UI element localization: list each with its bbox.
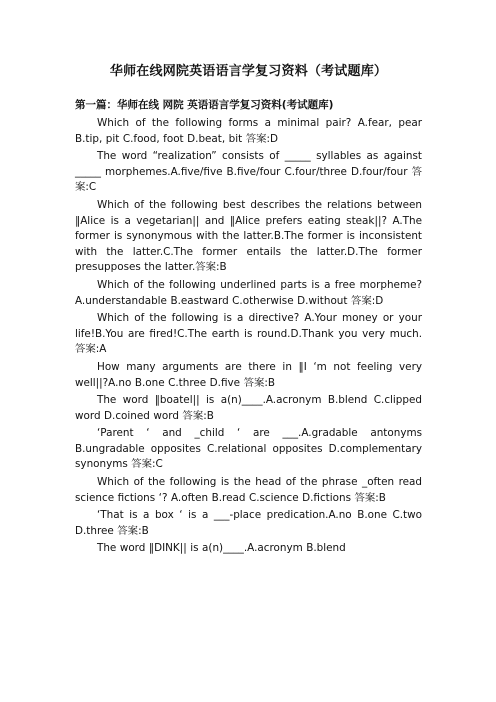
question-paragraph: The word ‖boatel|| is a(n)____.A.acronym B.blend C.clipped word D.coined word 答案:B bbox=[75, 394, 422, 422]
question-paragraph: ‘Parent ‘ and _child ‘ are ___.A.gradable antonyms B.ungradable opposites C.relational opposites D.complementary synonyms 答案:C bbox=[75, 427, 422, 471]
question-paragraph: The word “realization” consists of _____ syllables as against _____ morphemes.A.five/five B.five/four C.four/three D.four/four 答案:C bbox=[75, 150, 422, 194]
question-paragraph: The word ‖DINK|| is a(n)____.A.acronym B.blend bbox=[97, 542, 346, 555]
question-paragraph: Which of the following best describes the relations between ‖Alice is a vegetarian|| and ‖Alice prefers eating steak||? A.The former is synonymous with the latter.B.The former is inconsistent with the latter.C.The former entails the latter.D.The former presupposes the latter.答案:B bbox=[75, 198, 422, 274]
question-paragraph: How many arguments are there in ‖I ‘m not feeling very well||?A.no B.one C.three D.five 答案:B bbox=[75, 360, 422, 389]
section-title: 第一篇：华师在线 网院 英语语言学复习资料(考试题库) bbox=[75, 99, 334, 111]
document-title: 华师在线网院英语语言学复习资料（考试题库） bbox=[109, 64, 388, 79]
question-paragraph: Which of the following is the head of the phrase _often read science fictions ‘? A.often B.read C.science D.fictions 答案:B bbox=[75, 476, 422, 504]
question-list bbox=[75, 116, 422, 557]
question-paragraph: ‘That is a box ‘ is a ___-place predication.A.no B.one C.two D.three 答案:B bbox=[75, 509, 422, 537]
question-paragraph: Which of the following underlined parts is a free morpheme? A.understandable B.eastward C.otherwise D.without 答案:D bbox=[75, 278, 422, 307]
question-paragraph: Which of the following forms a minimal pair? A.fear, pear B.tip, pit C.food, foot D.beat, bit 答案:D bbox=[75, 117, 422, 145]
question-paragraph: Which of the following is a directive? A.Your money or your life!B.You are fired!C.The earth is round.D.Thank you very much.答案:A bbox=[75, 312, 422, 356]
